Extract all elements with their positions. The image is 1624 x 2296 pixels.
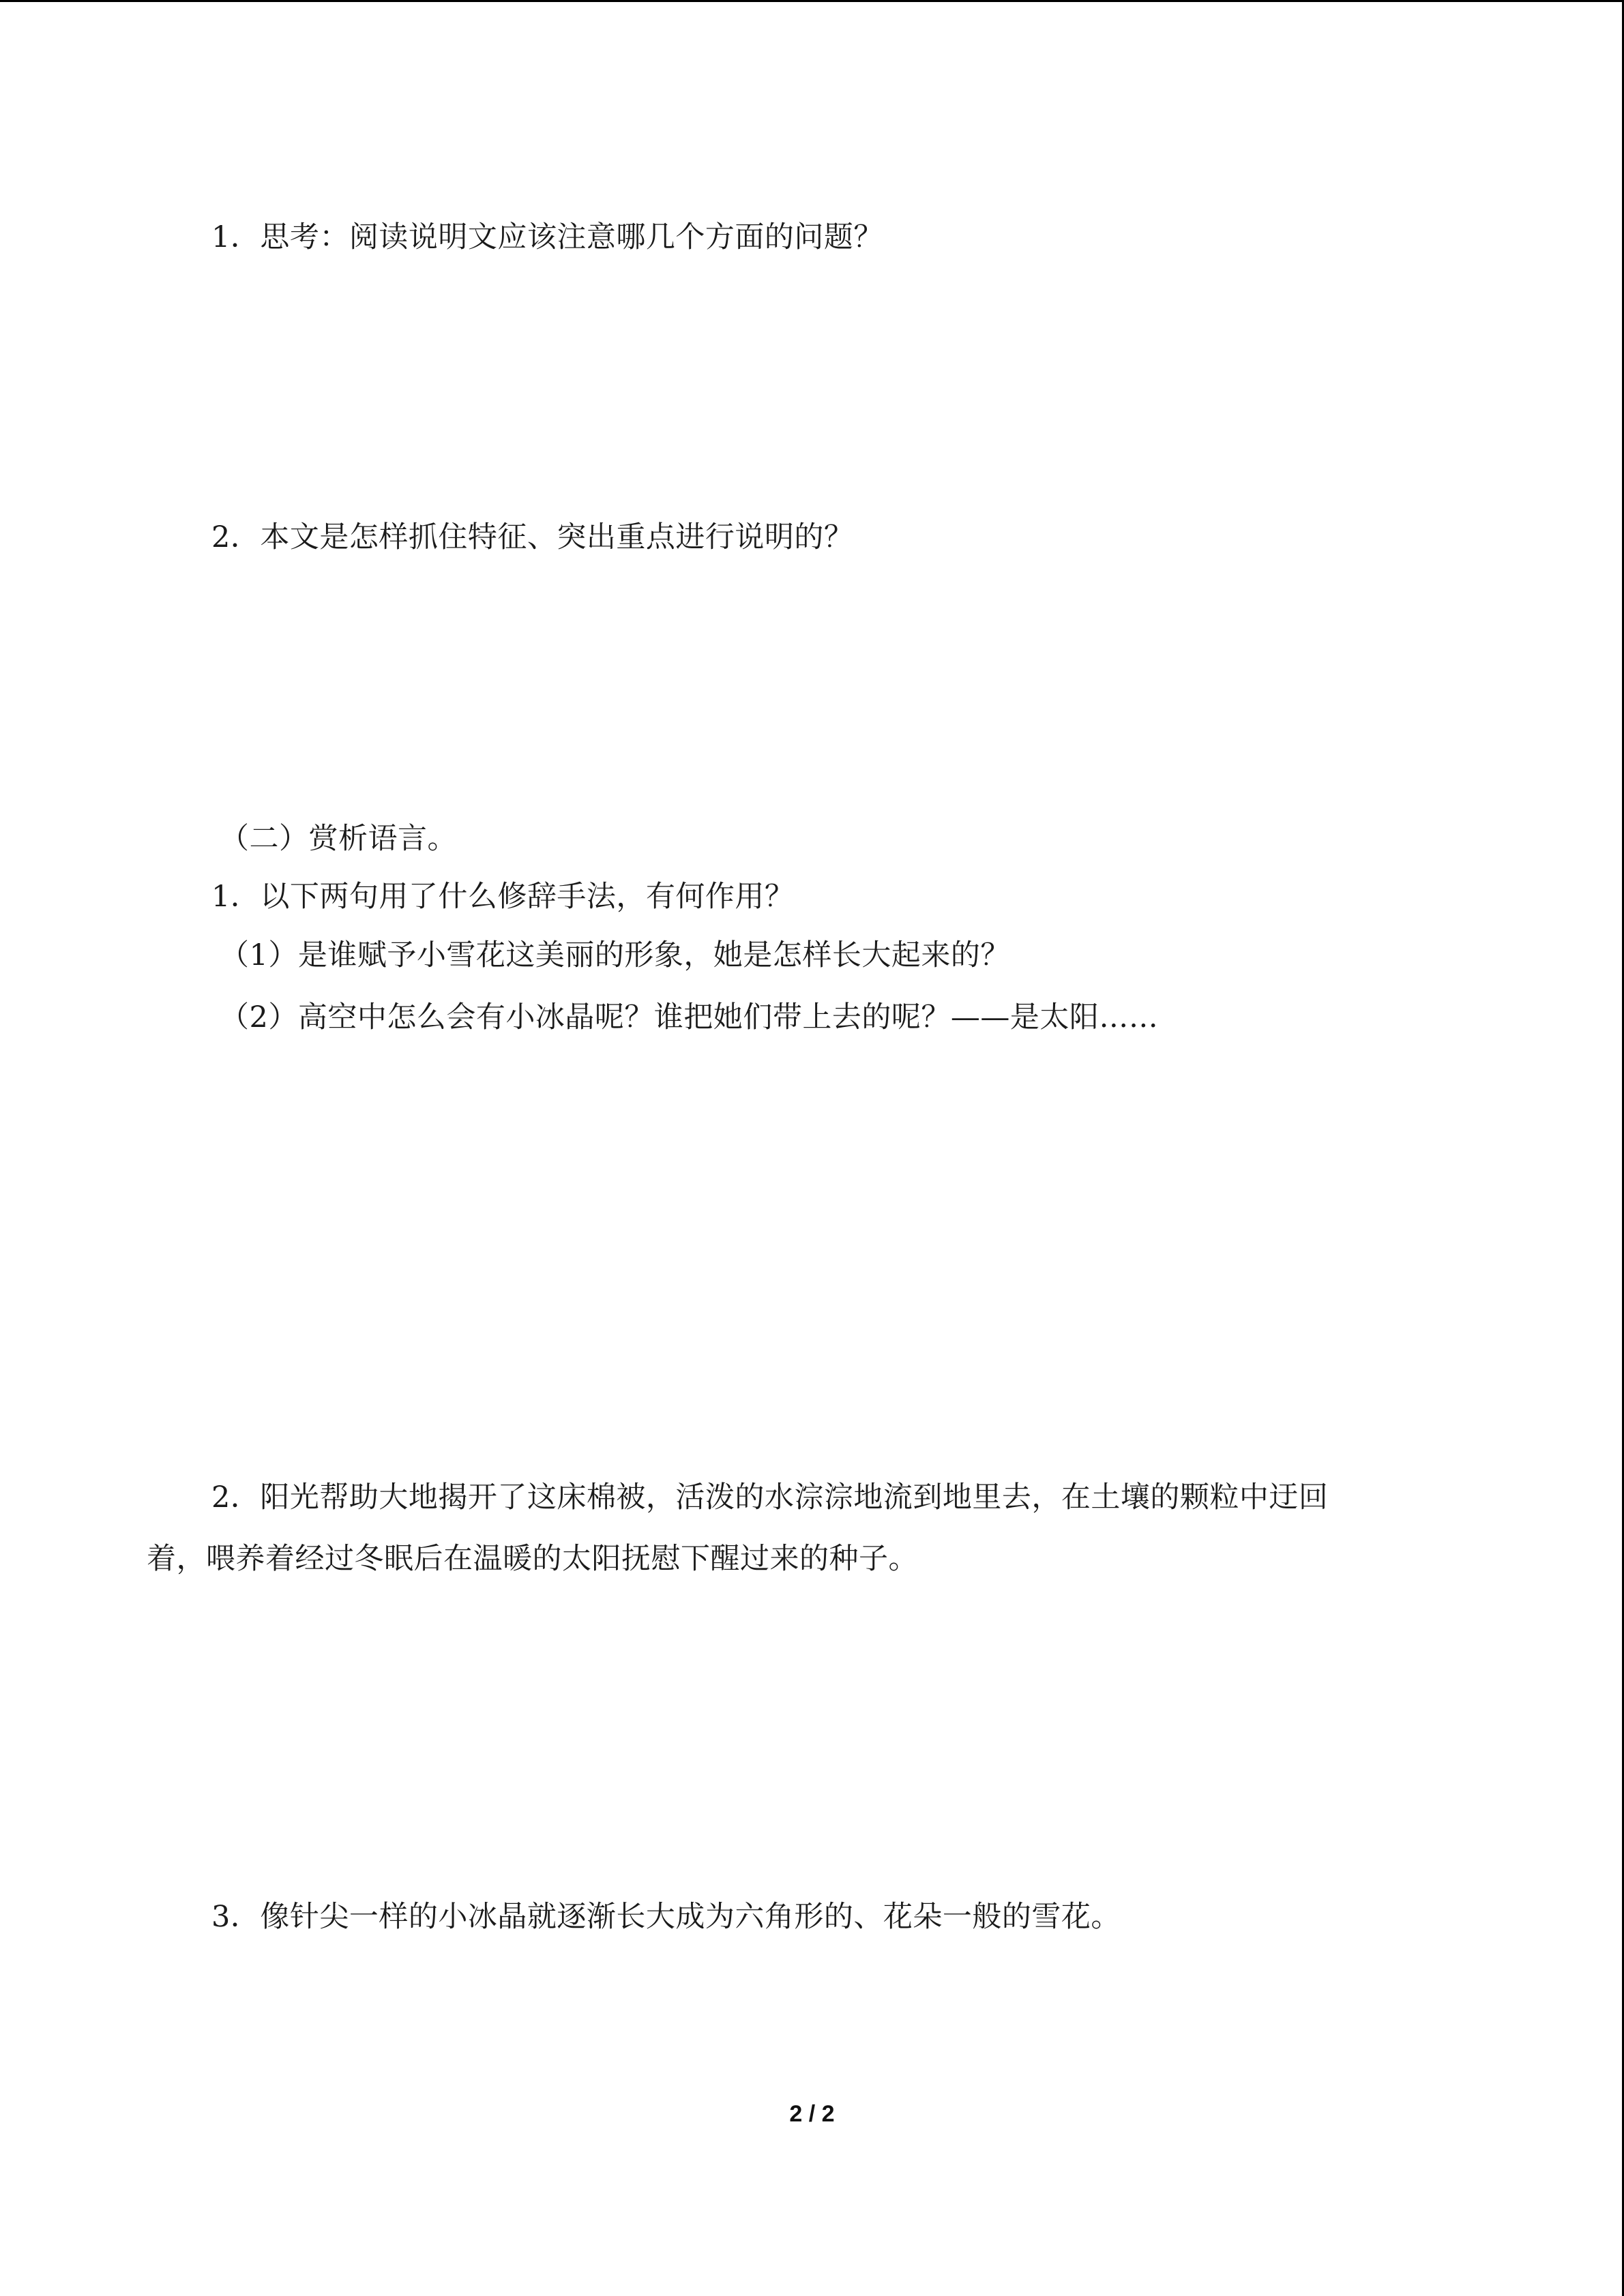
question-sunlight-line-1: 2．阳光帮助大地揭开了这床棉被，活泼的水淙淙地流到地里去，在土壤的颗粒中迂回	[211, 1480, 1329, 1515]
question-1-think: 1．思考：阅读说明文应该注意哪几个方面的问题？	[211, 220, 883, 254]
page-number: 2 / 2	[789, 2101, 835, 2127]
section-heading-language: （二）赏析语言。	[220, 822, 457, 856]
question-rhetoric-item-2: （2）高空中怎么会有小冰晶呢？谁把她们带上去的呢？——是太阳……	[220, 1000, 1159, 1034]
question-sunlight-line-2: 着，喂养着经过冬眠后在温暖的太阳抚慰下醒过来的种子。	[147, 1542, 918, 1576]
question-rhetoric-item-1: （1）是谁赋予小雪花这美丽的形象，她是怎样长大起来的？	[220, 938, 1010, 972]
question-ice-crystal: 3．像针尖一样的小冰晶就逐渐长大成为六角形的、花朵一般的雪花。	[211, 1900, 1121, 1934]
question-2-features: 2．本文是怎样抓住特征、突出重点进行说明的？	[211, 520, 854, 554]
question-rhetoric: 1．以下两句用了什么修辞手法，有何作用？	[211, 880, 795, 914]
